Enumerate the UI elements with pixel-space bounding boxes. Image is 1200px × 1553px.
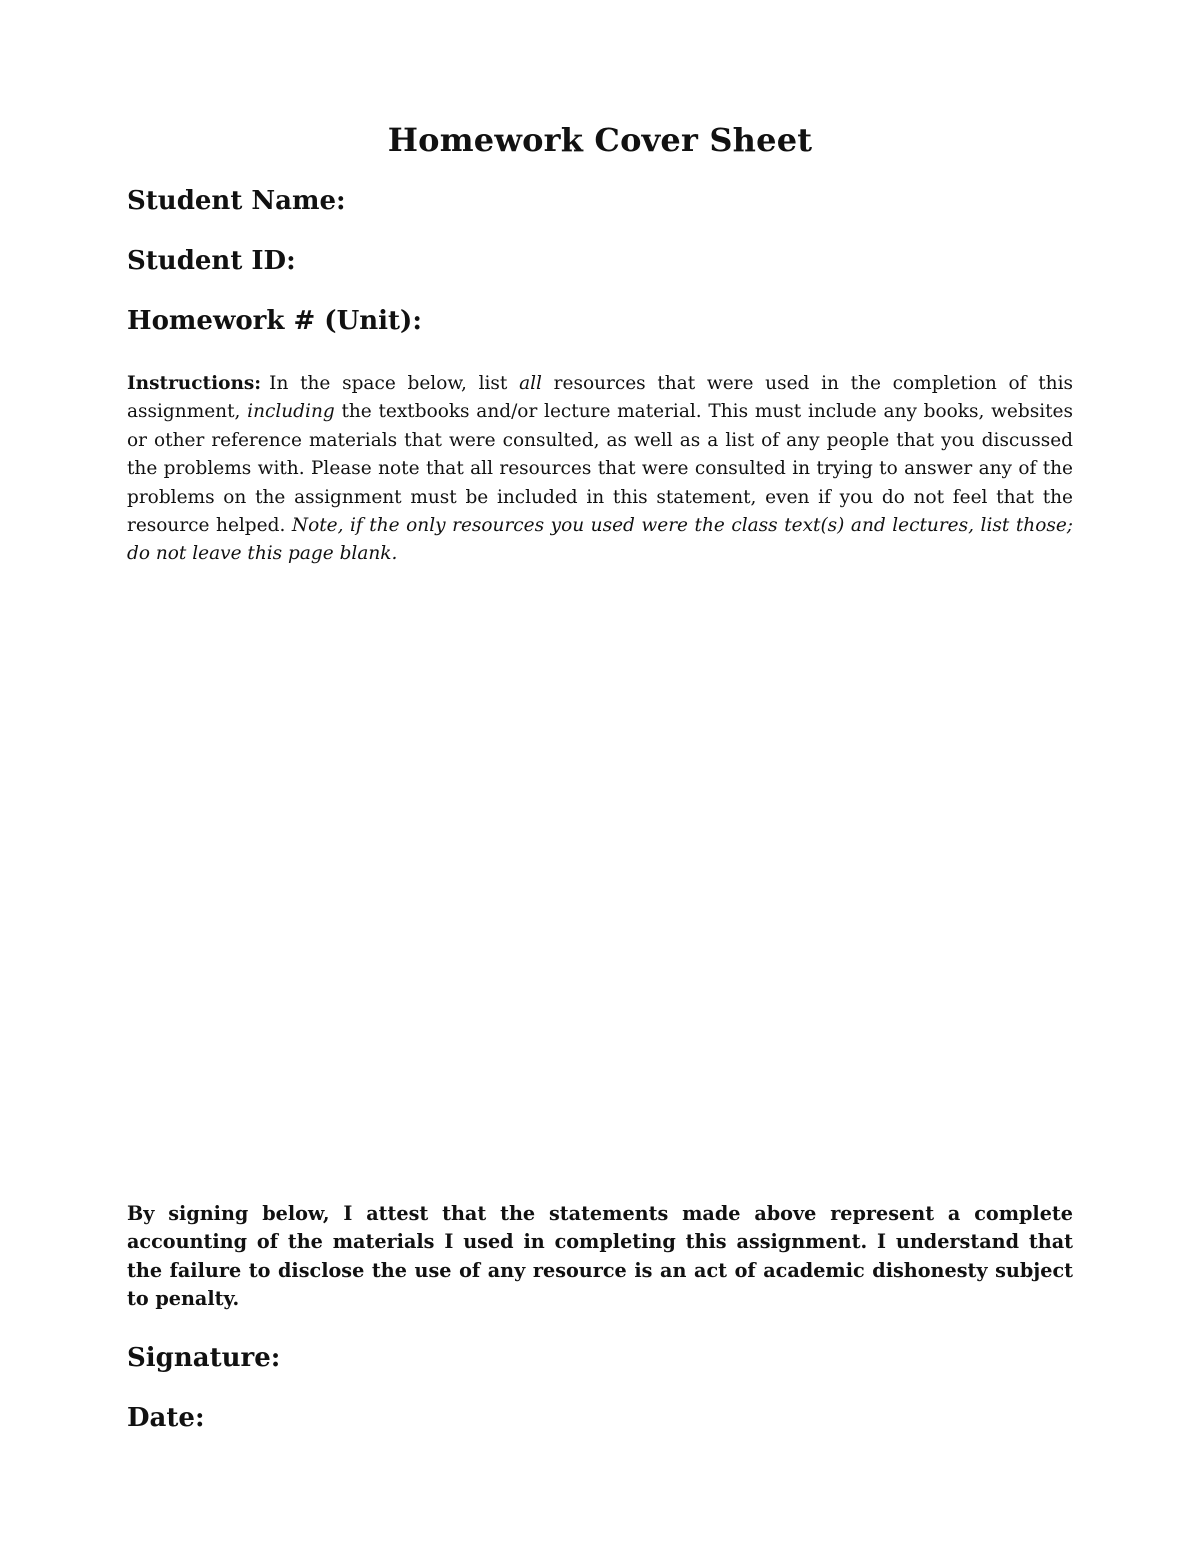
instructions-text-2: resources that were used in the completion of this assignment, <box>127 373 1073 423</box>
attestation-statement: By signing below, I attest that the statements made above represent a complete accounting of the materials I used in completing this assignment. I understand that the failure to disclose the use of any resource is an act of academic dishonesty subject to penalty. <box>127 1202 1073 1311</box>
page-title: Homework Cover Sheet <box>387 121 813 159</box>
instructions-emphasis-including: including <box>247 401 335 423</box>
instructions-text-1: In the space below, list <box>269 373 520 394</box>
student-id-label: Student ID: <box>127 246 296 276</box>
instructions-lead: Instructions: <box>127 373 262 394</box>
homework-unit-label: Homework # (Unit): <box>127 306 422 336</box>
instructions-text-3: the textbooks and/or lecture material. This must include any books, websites or other reference materials that were consulted, as well as a list of any people that you discussed the problems with. Please note that all resources that were consulted in trying to answer any of the problems on the assignment must be included in this statement, even if you do not feel that the resource helped. <box>127 401 1073 537</box>
instructions-note: Note, if the only resources you used were the class text(s) and lectures, list those; do not leave this page blank. <box>127 515 1074 565</box>
resource-list-space <box>127 590 1073 1190</box>
student-name-label: Student Name: <box>127 186 346 216</box>
signature-label: Signature: <box>127 1343 281 1373</box>
instructions-paragraph <box>127 370 1073 569</box>
date-label: Date: <box>127 1403 205 1433</box>
instructions-emphasis-all: all <box>519 373 542 394</box>
